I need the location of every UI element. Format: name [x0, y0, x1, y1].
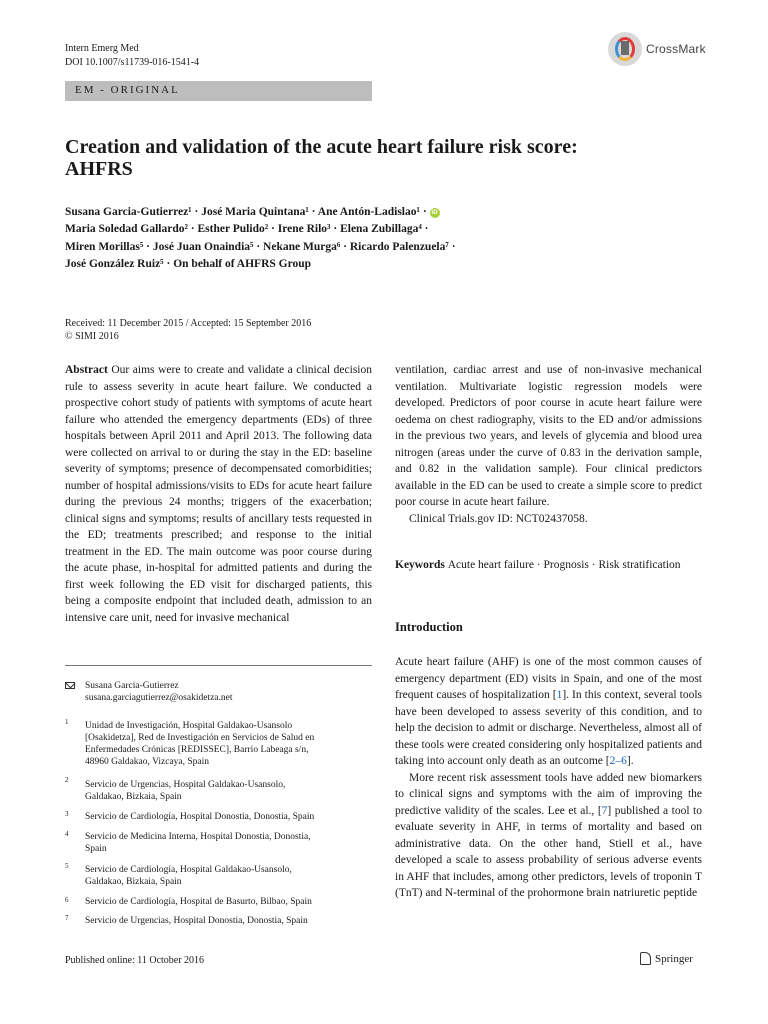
affiliation-line: Spain	[85, 844, 107, 854]
intro-p2-text-a: More recent risk assessment tools have added new biomarkers to clinical signs and symptoms with the aim of improving the predictive validity of the scales. Lee et al., [	[395, 771, 702, 817]
citation-link[interactable]: 2–6	[609, 755, 627, 767]
intro-p1-text-b: ]. In this context, several tools have been developed to assess severity of this condition, and to help the decision to admit or discharge. Nevertheless, almost all of these tools were created considering only hospitalized patients and taking into account only death as an outcome [	[395, 689, 702, 767]
affiliation-number: 3	[65, 810, 69, 818]
published-date: Published online: 11 October 2016	[65, 955, 205, 966]
affiliation-line: 48960 Galdakao, Vizcaya, Spain	[85, 757, 210, 767]
copyright: © SIMI 2016	[65, 331, 119, 342]
citation-link[interactable]: 1	[556, 689, 563, 701]
section-label: EM - ORIGINAL	[75, 84, 180, 96]
affiliation-line: Servicio de Cardiología, Hospital Donostia, Donostia, Spain	[85, 812, 315, 822]
orcid-icon[interactable]: iD	[431, 210, 438, 216]
envelope-icon	[65, 682, 75, 689]
affiliation-number: 4	[65, 830, 69, 838]
intro-p1-text-c: ].	[626, 755, 634, 767]
title-line-1: Creation and validation of the acute heart failure risk score:	[65, 136, 578, 158]
affiliation-line: Enfermedades Crónicas [REDISSEC], Barrio Labeaga s/n,	[85, 745, 309, 755]
article-title	[65, 136, 705, 180]
affiliation-4	[85, 831, 375, 855]
section-band	[65, 81, 372, 101]
introduction-body	[395, 654, 702, 902]
author-line-4: José González Ruiz⁵ · On behalf of AHFRS Group	[65, 258, 312, 271]
abstract-text-right: ventilation, cardiac arrest and use of non-invasive mechanical ventilation. Multivariate logistic regression models were developed. Predictors of poor course in acute heart failure were oedema on chest radiography, visits to the ED and/or admissions in the previous two years, and levels of glycemia and blood urea nitrogen (areas under the curve of 0.83 in the derivation sample, and 0.82 in the validation sample). Four clinical predictors available in the ED can be used to create a simple score to predict poor course in acute heart failure.	[395, 364, 702, 508]
publisher-name: Springer	[655, 952, 693, 965]
abstract-label: Abstract	[65, 364, 108, 376]
crossmark-label: CrossMark	[646, 42, 706, 56]
publisher-logo[interactable]	[640, 952, 693, 965]
intro-p2-text-b: ] published a tool to evaluate severity in AHF, in terms of mortality and based on administrative data. On the other hand, Stiell et al., have developed a scale to assess probability of serious adverse events in AHF that includes, among other predictors, levels of troponin T (TnT) and N-terminal of the prohormone brain natriuretic peptide	[395, 804, 702, 899]
affiliation-line: Galdakao, Bizkaia, Spain	[85, 792, 182, 802]
doi-link[interactable]: DOI 10.1007/s11739-016-1541-4	[65, 57, 200, 68]
affiliation-number: 6	[65, 896, 69, 904]
affiliation-line: [Osakidetza], Red de Investigación en Servicios de Salud en	[85, 733, 315, 743]
affiliation-number: 5	[65, 862, 69, 870]
abstract-text-left: Our aims were to create and validate a clinical decision rule to assess severity in acute heart failure. We conducted a prospective cohort study of patients with symptoms of acute heart failure who attended the emergency departments (EDs) of three hospitals between April 2011 and April 2013. The following data were collected on arrival to or during the stay in the ED: baseline severity of symptoms; presence of decompensated comorbidities; number of hospital admissions/visits to EDs for acute heart failure during the previous 24 months; triggers of the exacerbation; clinical signs and symptoms; results of ancillary tests requested in the ED; treatments prescribed; and response to the initial treatment in the ED. The main outcome was poor course during the acute phase, in-hospital for admitted patients and during the first week following the ED visit for discharged patients, this being a composite endpoint that included death, admission to an intensive care unit, need for invasive mechanical	[65, 364, 373, 624]
author-line-1	[65, 204, 715, 221]
author-line-1-text: Susana Garcia-Gutierrez¹ · José Maria Quintana¹ · Ane Antón-Ladislao¹ ·	[65, 206, 427, 218]
affiliation-line: Servicio de Cardiología, Hospital de Basurto, Bilbao, Spain	[85, 897, 312, 907]
springer-horse-icon	[640, 952, 651, 965]
affiliation-line: Servicio de Urgencias, Hospital Galdakao-Usansolo,	[85, 780, 286, 790]
keywords-text: Acute heart failure · Prognosis · Risk stratification	[447, 559, 681, 571]
affiliation-line: Servicio de Medicina Interna, Hospital Donostia, Donostia,	[85, 832, 311, 842]
author-line-2: Maria Soledad Gallardo² · Esther Pulido² · Irene Rilo³ · Elena Zubillaga⁴ ·	[65, 223, 429, 236]
keywords-label: Keywords	[395, 559, 445, 571]
citation-link[interactable]: 7	[601, 804, 608, 817]
author-list	[65, 204, 715, 274]
abstract-left	[65, 362, 372, 626]
corresponding-name: Susana Garcia-Gutierrez	[85, 681, 179, 691]
introduction-heading: Introduction	[395, 620, 463, 634]
author-line-3: Miren Morillas⁵ · José Juan Onaindia⁵ · Nekane Murga⁶ · Ricardo Palenzuela⁷ ·	[65, 240, 456, 253]
journal-name: Intern Emerg Med	[65, 43, 139, 54]
affiliation-2	[85, 779, 375, 803]
corresponding-author	[85, 680, 375, 704]
intro-paragraph-2	[395, 770, 702, 902]
affiliation-line: Servicio de Urgencias, Hospital Donostia, Donostia, Spain	[85, 916, 308, 926]
affiliation-number: 7	[65, 914, 69, 922]
affiliation-6	[85, 896, 375, 908]
crossmark-badge[interactable]	[608, 30, 712, 68]
affiliation-1	[85, 720, 375, 768]
keywords	[395, 557, 702, 574]
affiliation-7	[85, 915, 375, 927]
intro-p1-text-a: Acute heart failure (AHF) is one of the most common causes of emergency department (ED) visits in Spain, and one of the most frequent causes of hospitalization [	[395, 656, 702, 701]
crossmark-icon	[608, 32, 642, 66]
title-line-2: AHFRS	[65, 158, 133, 180]
affiliation-line: Galdakao, Bizkaia, Spain	[85, 877, 182, 887]
abstract-right	[395, 362, 702, 527]
intro-paragraph-1	[395, 654, 702, 770]
corresponding-email[interactable]: susana.garciagutierrez@osakidetza.net	[85, 693, 233, 703]
affiliation-line: Unidad de Investigación, Hospital Galdakao-Usansolo	[85, 721, 293, 731]
affiliation-line: Servicio de Cardiología, Hospital Galdakao-Usansolo,	[85, 865, 292, 875]
affiliation-5	[85, 864, 375, 888]
footnote-divider	[65, 665, 372, 666]
received-dates: Received: 11 December 2015 / Accepted: 15 September 2016	[65, 318, 312, 329]
affiliation-number: 1	[65, 718, 69, 726]
affiliation-number: 2	[65, 776, 69, 784]
trial-id: Clinical Trials.gov ID: NCT02437058.	[409, 512, 588, 525]
affiliation-3	[85, 811, 375, 823]
